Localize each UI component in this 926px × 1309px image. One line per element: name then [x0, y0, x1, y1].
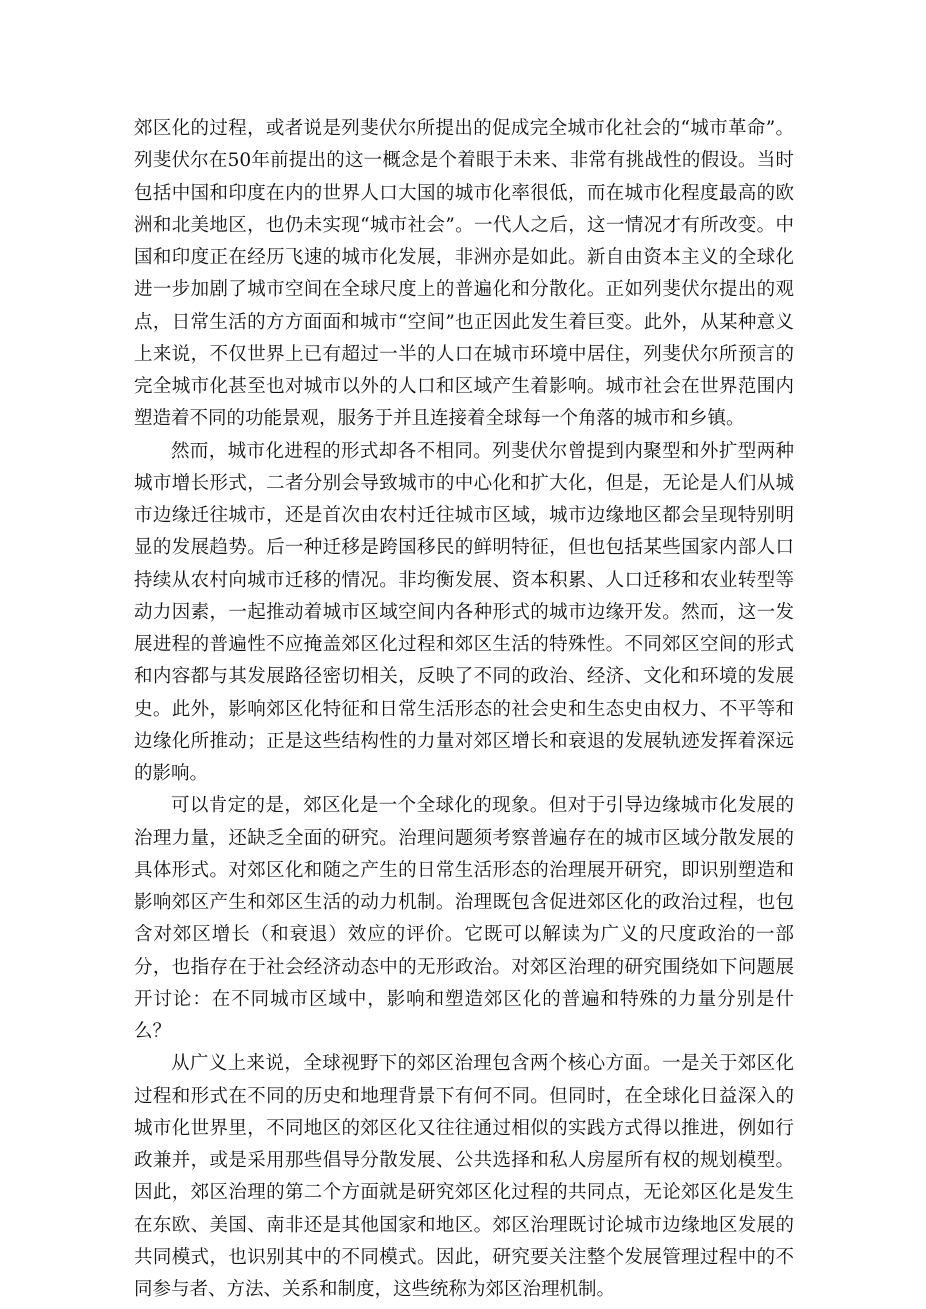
- body-text: [134, 113, 794, 1306]
- paragraph-3: 可以肯定的是，郊区化是一个全球化的现象。但对于引导边缘城市化发展的治理力量，还缺乏全面的研究。治理问题须考察普遍存在的城市区域分散发展的具体形式。对郊区化和随之产生的日常生活形态的治理展开研究，即识别塑造和影响郊区产生和郊区生活的动力机制。治理既包含促进郊区化的政治过程，也包含对郊区增长（和衰退）效应的评价。它既可以解读为广义的尺度政治的一部分，也指存在于社会经济动态中的无形政治。对郊区治理的研究围绕如下问题展开讨论：在不同城市区域中，影响和塑造郊区化的普遍和特殊的力量分别是什么？: [134, 795, 794, 1042]
- paragraph-2: 然而，城市化进程的形式却各不相同。列斐伏尔曾提到内聚型和外扩型两种城市增长形式，二者分别会导致城市的中心化和扩大化，但是，无论是人们从城市边缘迁往城市，还是首次由农村迁往城市区域，城市边缘地区都会呈现特别明显的发展趋势。后一种迁移是跨国移民的鲜明特征，但也包括某些国家内部人口持续从农村向城市迁移的情况。非均衡发展、资本积累、人口迁移和农业转型等动力因素，一起推动着城市区域空间内各种形式的城市边缘开发。然而，这一发展进程的普遍性不应掩盖郊区化过程和郊区生活的特殊性。不同郊区空间的形式和内容都与其发展路径密切相关，反映了不同的政治、经济、文化和环境的发展史。此外，影响郊区化特征和日常生活形态的社会史和生态史由权力、不平等和边缘化所推动；正是这些结构性的力量对郊区增长和衰退的发展轨迹发挥着深远的影响。: [134, 440, 794, 784]
- paragraph-1: 郊区化的过程，或者说是列斐伏尔所提出的促成完全城市化社会的“城市革命”。列斐伏尔在50年前提出的这一概念是个着眼于未来、非常有挑战性的假设。当时包括中国和印度在内的世界人口大国的城市化率很低，而在城市化程度最高的欧洲和北美地区，也仍未实现“城市社会”。一代人之后，这一情况才有所改变。中国和印度正在经历飞速的城市化发展，非洲亦是如此。新自由资本主义的全球化进一步加剧了城市空间在全球尺度上的普遍化和分散化。正如列斐伏尔提出的观点，日常生活的方方面面和城市“空间”也正因此发生着巨变。此外，从某种意义上来说，不仅世界上已有超过一半的人口在城市环境中居住，列斐伏尔所预言的完全城市化甚至也对城市以外的人口和区域产生着影响。城市社会在世界范围内塑造着不同的功能景观，服务于并且连接着全球每一个角落的城市和乡镇。: [134, 118, 794, 430]
- paragraph-4: 从广义上来说，全球视野下的郊区治理包含两个核心方面。一是关于郊区化过程和形式在不同的历史和地理背景下有何不同。但同时，在全球化日益深入的城市化世界里，不同地区的郊区化又往往通过相似的实践方式得以推进，例如行政兼并，或是采用那些倡导分散发展、公共选择和私人房屋所有权的规划模型。因此，郊区治理的第二个方面就是研究郊区化过程的共同点，无论郊区化是发生在东欧、美国、南非还是其他国家和地区。郊区治理既讨论城市边缘地区发展的共同模式，也识别其中的不同模式。因此，研究要关注整个发展管理过程中的不同参与者、方法、关系和制度，这些统称为郊区治理机制。: [134, 1053, 794, 1300]
